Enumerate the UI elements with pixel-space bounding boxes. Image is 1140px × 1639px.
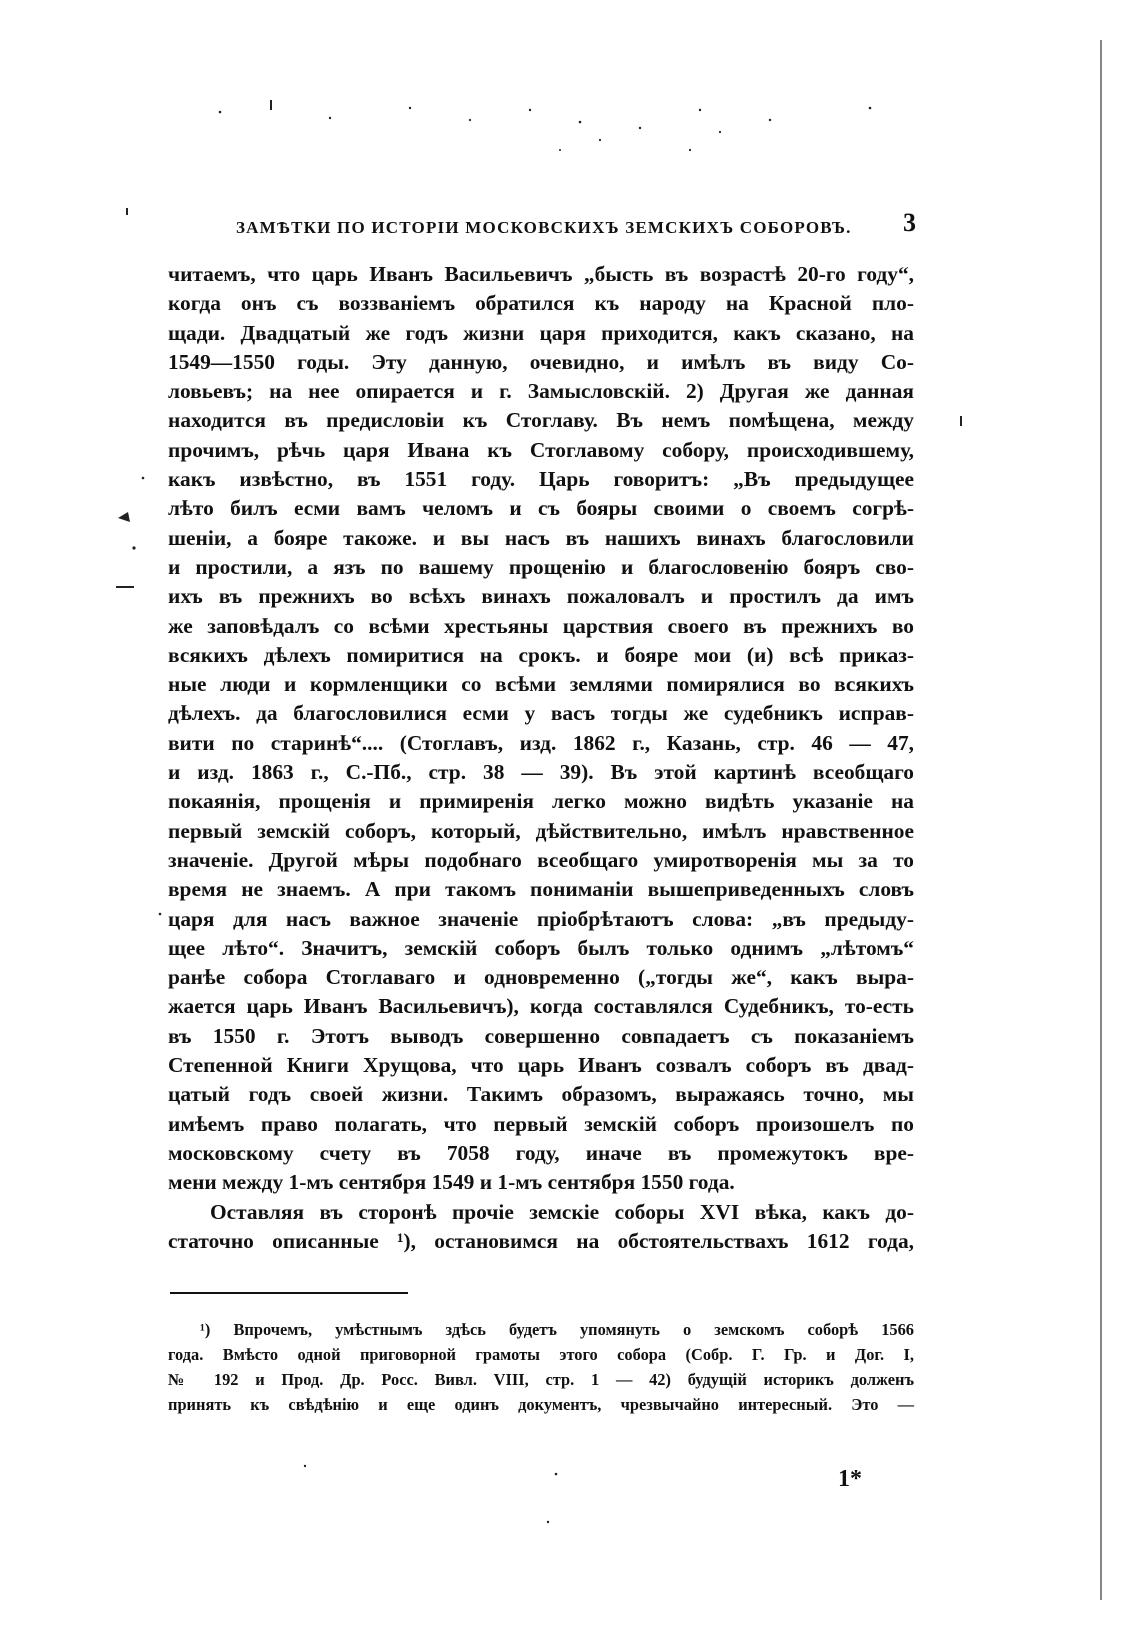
running-head [236,208,916,248]
text-line: время не знаемъ. А при такомъ пониманіи вышеприведенныхъ словъ [168,877,914,902]
text-line: всякихъ дѣлехъ помиритися на срокъ. и бояре мои (и) всѣ приказ- [168,642,914,667]
text-line: ихъ въ прежнихъ во всѣхъ винахъ пожаловалъ и простилъ да имъ [168,584,914,609]
text-line: шеніи, а бояре такоже. и вы насъ въ нашихъ винахъ благословили [168,525,914,550]
text-line: находится въ предисловіи къ Стоглаву. Въ немъ помѣщена, между [168,408,914,433]
text-line: имѣемъ право полагать, что первый земскій соборъ произошелъ по [168,1111,914,1136]
text-line: прочимъ, рѣчь царя Ивана къ Стоглавому собору, происходившему, [168,437,914,462]
page-number: 3 [903,208,916,237]
footnote-line: принять къ свѣдѣнію и еще одинъ документъ, чрезвычайно интересный. Это — [168,1395,914,1414]
footnote-line: года. Вмѣсто одной приговорной грамоты этого собора (Собр. Г. Гр. и Дог. I, [168,1345,914,1364]
text-line: первый земскій соборъ, который, дѣйствительно, имѣлъ нравственное [168,818,914,843]
page-edge-line [1100,40,1102,1600]
text-line: статочно описанные ¹), остановимся на обстоятельствахъ 1612 года, [168,1228,914,1253]
footnote-divider [170,1292,408,1294]
text-line: и простили, а язъ по вашему прощенію и благословенію бояръ сво- [168,554,914,579]
footnote-line: ¹) Впрочемъ, умѣстнымъ здѣсь будетъ упомянуть о земскомъ соборѣ 1566 [200,1320,914,1339]
text-line: читаемъ, что царь Иванъ Васильевичъ „бысть въ возрастѣ 20-го году“, [168,262,914,286]
main-text [168,260,914,1256]
text-line: мени между 1-мъ сентября 1549 и 1-мъ сентября 1550 года. [168,1170,735,1195]
text-line: щее лѣто“. Значитъ, земскій соборъ былъ только однимъ „лѣтомъ“ [168,935,914,960]
text-line: ранѣе собора Стоглаваго и одновременно („тогды же“, какъ выра- [168,965,914,990]
text-line: щади. Двадцатый же годъ жизни царя приходится, какъ сказано, на [168,320,914,345]
running-title: ЗАМѢТКИ ПО ИСТОРІИ МОСКОВСКИХЪ ЗЕМСКИХЪ СОБОРОВЪ. [236,218,852,237]
text-line: дѣлехъ. да благословилися есми у васъ тогды же судебникъ исправ- [168,701,914,726]
text-line: московскому счету въ 7058 году, иначе въ промежутокъ вре- [168,1140,914,1165]
footnotes [168,1317,914,1417]
text-line: какъ извѣстно, въ 1551 году. Царь говоритъ: „Въ предыдущее [168,467,914,492]
text-line: значеніе. Другой мѣры подобнаго всеобщаго умиротворенія мы за то [168,847,914,872]
text-line: и изд. 1863 г., С.-Пб., стр. 38 — 39). Въ этой картинѣ всеобщаго [168,760,914,785]
text-line: 1549—1550 годы. Эту данную, очевидно, и имѣлъ въ виду Со- [168,349,914,374]
text-line: Степенной Книги Хрущова, что царь Иванъ созвалъ соборъ въ двад- [168,1053,914,1078]
text-line: въ 1550 г. Этотъ выводъ совершенно совпадаетъ съ показаніемъ [168,1023,914,1048]
footnote-line: № 192 и Прод. Др. Росс. Вивл. VIII, стр. 1 — 42) будущій историкъ долженъ [168,1370,914,1389]
text-line: ловьевъ; на нее опирается и г. Замысловскій. 2) Другая же данная [168,379,914,404]
text-line: ные люди и кормленщики со всѣми землями помирялися во всякихъ [168,672,914,697]
text-line: царя для насъ важное значеніе пріобрѣтаютъ слова: „въ предыду- [168,906,914,931]
text-line: когда онъ съ воззваніемъ обратился къ народу на Красной пло- [168,291,914,316]
text-line: вити по старинѣ“.... (Стоглавъ, изд. 1862 г., Казань, стр. 46 — 47, [168,730,914,755]
text-line: Оставляя въ сторонѣ прочіе земскіе соборы XVI вѣка, какъ до- [210,1199,914,1224]
text-line: покаянія, прощенія и примиренія легко можно видѣть указаніе на [168,789,914,814]
text-line: цатый годъ своей жизни. Такимъ образомъ, выражаясь точно, мы [168,1082,914,1107]
text-line: же заповѣдалъ со всѣми хрестьяны царствия своего въ прежнихъ во [168,613,914,638]
signature-mark: 1* [838,1466,862,1492]
text-line: жается царь Иванъ Васильевичъ), когда составлялся Судебникъ, то-есть [168,994,914,1019]
text-line: лѣто билъ есми вамъ челомъ и съ бояры своими о своемъ согрѣ- [168,496,914,521]
